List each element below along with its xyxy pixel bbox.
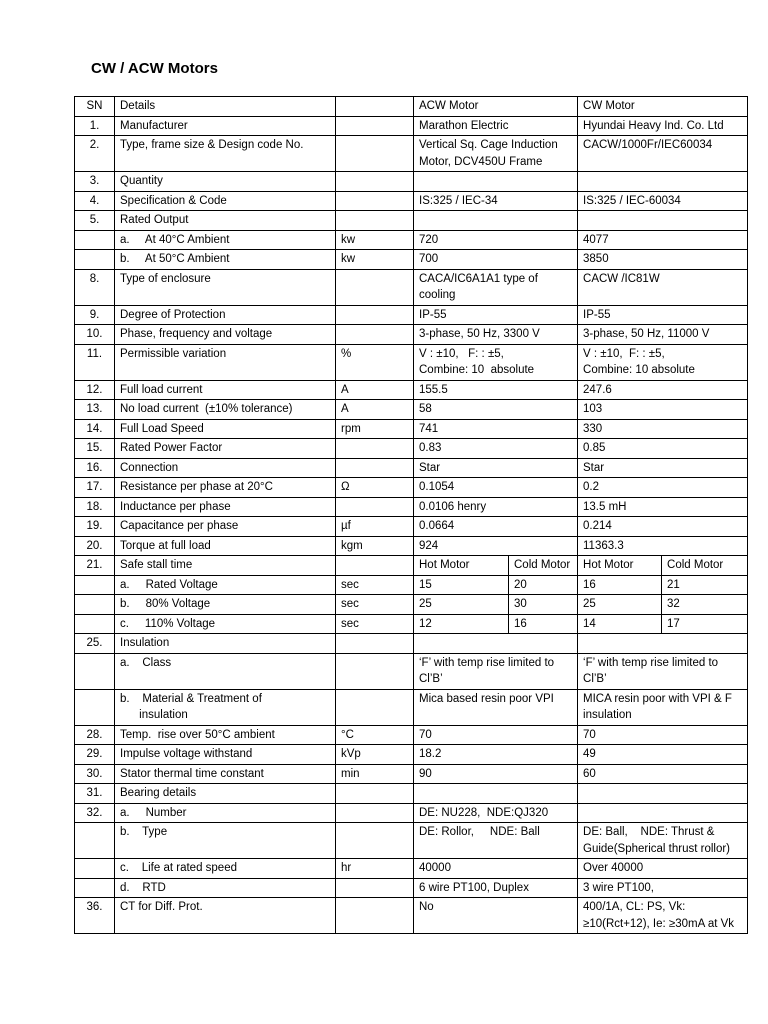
acw-value: 700	[414, 250, 578, 270]
row-detail: Capacitance per phase	[115, 517, 336, 537]
acw-value: 90	[414, 764, 578, 784]
row-sn: 20.	[75, 536, 115, 556]
row-detail: Insulation	[115, 634, 336, 654]
acw-value: 40000	[414, 859, 578, 879]
row-detail: c. 110% Voltage	[115, 614, 336, 634]
row-unit	[336, 172, 414, 192]
acw-hot-value: 25	[414, 595, 509, 615]
row-unit	[336, 784, 414, 804]
cw-value: ‘F’ with temp rise limited to Cl’B’	[578, 653, 748, 689]
row-detail: No load current (±10% tolerance)	[115, 400, 336, 420]
cw-cold-value: 21	[662, 575, 748, 595]
row-detail: a. At 40°C Ambient	[115, 230, 336, 250]
row-detail: b. Type	[115, 823, 336, 859]
cw-value: 330	[578, 419, 748, 439]
table-row	[75, 614, 748, 634]
cw-value: 0.2	[578, 478, 748, 498]
acw-hot-value: 15	[414, 575, 509, 595]
row-sn: 14.	[75, 419, 115, 439]
row-sn	[75, 250, 115, 270]
row-unit: %	[336, 344, 414, 380]
cw-value: 400/1A, CL: PS, Vk: ≥10(Rct+12), Ie: ≥30mA at Vk	[578, 898, 748, 934]
cw-value: IP-55	[578, 305, 748, 325]
cw-hot-motor-head: Hot Motor	[578, 556, 662, 576]
acw-value: 924	[414, 536, 578, 556]
row-unit	[336, 136, 414, 172]
row-unit	[336, 689, 414, 725]
acw-value: 18.2	[414, 745, 578, 765]
cw-value: 0.85	[578, 439, 748, 459]
row-detail: Impulse voltage withstand	[115, 745, 336, 765]
table-row	[75, 634, 748, 654]
table-row	[75, 458, 748, 478]
row-detail: Specification & Code	[115, 191, 336, 211]
cw-value: MICA resin poor with VPI & F insulation	[578, 689, 748, 725]
header-details: Details	[115, 97, 336, 117]
table-row	[75, 689, 748, 725]
row-sn	[75, 859, 115, 879]
row-detail: d. RTD	[115, 878, 336, 898]
acw-hot-motor-head: Hot Motor	[414, 556, 509, 576]
row-sn: 30.	[75, 764, 115, 784]
row-detail: Type of enclosure	[115, 269, 336, 305]
acw-value: 0.0664	[414, 517, 578, 537]
cw-value: Hyundai Heavy Ind. Co. Ltd	[578, 116, 748, 136]
row-unit: kw	[336, 230, 414, 250]
cw-value: Star	[578, 458, 748, 478]
table-row	[75, 575, 748, 595]
row-unit: hr	[336, 859, 414, 879]
acw-value: 58	[414, 400, 578, 420]
row-unit	[336, 634, 414, 654]
row-detail: a. Class	[115, 653, 336, 689]
row-unit: kw	[336, 250, 414, 270]
row-sn	[75, 653, 115, 689]
cw-value: CACW/1000Fr/IEC60034	[578, 136, 748, 172]
acw-value: 6 wire PT100, Duplex	[414, 878, 578, 898]
acw-value: V : ±10, F: : ±5, Combine: 10 absolute	[414, 344, 578, 380]
acw-value: 0.83	[414, 439, 578, 459]
header-unit	[336, 97, 414, 117]
row-unit	[336, 878, 414, 898]
row-unit: sec	[336, 575, 414, 595]
row-sn	[75, 575, 115, 595]
row-detail: Permissible variation	[115, 344, 336, 380]
row-detail: a. Number	[115, 803, 336, 823]
row-detail: Rated Power Factor	[115, 439, 336, 459]
row-unit	[336, 556, 414, 576]
row-sn	[75, 230, 115, 250]
row-unit: rpm	[336, 419, 414, 439]
cw-value	[578, 803, 748, 823]
row-sn: 2.	[75, 136, 115, 172]
row-unit	[336, 497, 414, 517]
row-sn	[75, 689, 115, 725]
row-detail: a. Rated Voltage	[115, 575, 336, 595]
row-detail: Stator thermal time constant	[115, 764, 336, 784]
cw-hot-value: 25	[578, 595, 662, 615]
row-unit	[336, 803, 414, 823]
row-detail: b. 80% Voltage	[115, 595, 336, 615]
cw-value: 3-phase, 50 Hz, 11000 V	[578, 325, 748, 345]
row-sn: 4.	[75, 191, 115, 211]
row-unit	[336, 898, 414, 934]
row-sn: 25.	[75, 634, 115, 654]
row-detail: Manufacturer	[115, 116, 336, 136]
cw-value: 3850	[578, 250, 748, 270]
acw-value	[414, 634, 578, 654]
cw-cold-value: 32	[662, 595, 748, 615]
cw-value: 11363.3	[578, 536, 748, 556]
acw-value: No	[414, 898, 578, 934]
table-row	[75, 439, 748, 459]
table-row	[75, 497, 748, 517]
cw-value: 103	[578, 400, 748, 420]
acw-value	[414, 784, 578, 804]
table-row	[75, 380, 748, 400]
row-detail: Safe stall time	[115, 556, 336, 576]
row-sn: 11.	[75, 344, 115, 380]
acw-value: Mica based resin poor VPI	[414, 689, 578, 725]
row-detail: b. Material & Treatment of insulation	[115, 689, 336, 725]
cw-value: 70	[578, 725, 748, 745]
header-acw-motor: ACW Motor	[414, 97, 578, 117]
acw-cold-value: 20	[509, 575, 578, 595]
table-row	[75, 344, 748, 380]
table-row	[75, 784, 748, 804]
cw-value: CACW /IC81W	[578, 269, 748, 305]
table-header-row	[75, 97, 748, 117]
cw-value: DE: Ball, NDE: Thrust & Guide(Spherical thrust rollor)	[578, 823, 748, 859]
header-cw-motor: CW Motor	[578, 97, 748, 117]
cw-value: 247.6	[578, 380, 748, 400]
row-sn	[75, 823, 115, 859]
acw-value: Marathon Electric	[414, 116, 578, 136]
table-row	[75, 859, 748, 879]
row-sn: 16.	[75, 458, 115, 478]
table-row	[75, 419, 748, 439]
row-unit: kVp	[336, 745, 414, 765]
cw-value	[578, 784, 748, 804]
header-sn: SN	[75, 97, 115, 117]
row-unit: min	[336, 764, 414, 784]
table-row	[75, 305, 748, 325]
row-unit	[336, 211, 414, 231]
row-detail: Temp. rise over 50°C ambient	[115, 725, 336, 745]
acw-value	[414, 172, 578, 192]
row-sn: 9.	[75, 305, 115, 325]
row-sn: 31.	[75, 784, 115, 804]
row-sn: 1.	[75, 116, 115, 136]
acw-cold-motor-head: Cold Motor	[509, 556, 578, 576]
cw-value: 0.214	[578, 517, 748, 537]
row-unit: A	[336, 400, 414, 420]
row-detail: Rated Output	[115, 211, 336, 231]
row-detail: Full Load Speed	[115, 419, 336, 439]
acw-value: Vertical Sq. Cage Induction Motor, DCV450U Frame	[414, 136, 578, 172]
table-row	[75, 250, 748, 270]
row-sn: 5.	[75, 211, 115, 231]
acw-cold-value: 30	[509, 595, 578, 615]
cw-hot-value: 14	[578, 614, 662, 634]
cw-value: 49	[578, 745, 748, 765]
row-detail: Connection	[115, 458, 336, 478]
acw-value: DE: NU228, NDE:QJ320	[414, 803, 578, 823]
row-unit	[336, 439, 414, 459]
table-row	[75, 764, 748, 784]
table-row	[75, 517, 748, 537]
row-unit	[336, 325, 414, 345]
acw-hot-value: 12	[414, 614, 509, 634]
row-detail: Resistance per phase at 20°C	[115, 478, 336, 498]
row-sn: 13.	[75, 400, 115, 420]
row-unit	[336, 116, 414, 136]
row-detail: Full load current	[115, 380, 336, 400]
row-detail: Torque at full load	[115, 536, 336, 556]
cw-value: 4077	[578, 230, 748, 250]
row-unit: kgm	[336, 536, 414, 556]
table-row	[75, 172, 748, 192]
row-sn: 8.	[75, 269, 115, 305]
cw-value: Over 40000	[578, 859, 748, 879]
cw-value	[578, 634, 748, 654]
acw-value: 3-phase, 50 Hz, 3300 V	[414, 325, 578, 345]
row-sn: 29.	[75, 745, 115, 765]
row-sn: 3.	[75, 172, 115, 192]
table-row	[75, 725, 748, 745]
row-unit: sec	[336, 595, 414, 615]
table-row	[75, 653, 748, 689]
acw-value	[414, 211, 578, 231]
row-sn: 28.	[75, 725, 115, 745]
row-detail: c. Life at rated speed	[115, 859, 336, 879]
table-row	[75, 230, 748, 250]
table-row	[75, 400, 748, 420]
table-row	[75, 478, 748, 498]
table-row	[75, 878, 748, 898]
table-row	[75, 745, 748, 765]
page-title: CW / ACW Motors	[91, 60, 218, 77]
cw-cold-value: 17	[662, 614, 748, 634]
row-detail: Degree of Protection	[115, 305, 336, 325]
table-row	[75, 823, 748, 859]
row-sn: 17.	[75, 478, 115, 498]
table-row	[75, 136, 748, 172]
row-unit	[336, 269, 414, 305]
table-row	[75, 803, 748, 823]
table-row	[75, 325, 748, 345]
acw-value: Star	[414, 458, 578, 478]
acw-value: IP-55	[414, 305, 578, 325]
acw-value: 720	[414, 230, 578, 250]
row-sn: 36.	[75, 898, 115, 934]
acw-cold-value: 16	[509, 614, 578, 634]
row-sn: 32.	[75, 803, 115, 823]
acw-value: 70	[414, 725, 578, 745]
cw-value: 60	[578, 764, 748, 784]
cw-value: V : ±10, F: : ±5, Combine: 10 absolute	[578, 344, 748, 380]
row-sn: 15.	[75, 439, 115, 459]
row-detail: Inductance per phase	[115, 497, 336, 517]
table-row	[75, 536, 748, 556]
cw-value: 3 wire PT100,	[578, 878, 748, 898]
row-sn	[75, 614, 115, 634]
cw-value	[578, 211, 748, 231]
motor-spec-table	[74, 96, 748, 934]
row-detail: Quantity	[115, 172, 336, 192]
row-unit: sec	[336, 614, 414, 634]
cw-value	[578, 172, 748, 192]
row-unit	[336, 823, 414, 859]
cw-cold-motor-head: Cold Motor	[662, 556, 748, 576]
row-sn: 19.	[75, 517, 115, 537]
table-row	[75, 211, 748, 231]
row-unit: °C	[336, 725, 414, 745]
cw-value: IS:325 / IEC-60034	[578, 191, 748, 211]
row-sn: 10.	[75, 325, 115, 345]
row-detail: Bearing details	[115, 784, 336, 804]
row-unit: Ω	[336, 478, 414, 498]
row-sn: 21.	[75, 556, 115, 576]
row-unit: A	[336, 380, 414, 400]
acw-value: 0.1054	[414, 478, 578, 498]
row-detail: CT for Diff. Prot.	[115, 898, 336, 934]
row-unit	[336, 305, 414, 325]
row-sn: 12.	[75, 380, 115, 400]
row-sn	[75, 595, 115, 615]
table-row	[75, 269, 748, 305]
acw-value: 0.0106 henry	[414, 497, 578, 517]
row-sn	[75, 878, 115, 898]
acw-value: IS:325 / IEC-34	[414, 191, 578, 211]
acw-value: 741	[414, 419, 578, 439]
row-unit: µf	[336, 517, 414, 537]
acw-value: DE: Rollor, NDE: Ball	[414, 823, 578, 859]
row-detail: Phase, frequency and voltage	[115, 325, 336, 345]
row-unit	[336, 191, 414, 211]
row-detail: b. At 50°C Ambient	[115, 250, 336, 270]
cw-value: 13.5 mH	[578, 497, 748, 517]
row-unit	[336, 653, 414, 689]
table-row	[75, 556, 748, 576]
acw-value: CACA/IC6A1A1 type of cooling	[414, 269, 578, 305]
table-row	[75, 595, 748, 615]
acw-value: 155.5	[414, 380, 578, 400]
row-detail: Type, frame size & Design code No.	[115, 136, 336, 172]
acw-value: ‘F’ with temp rise limited to Cl’B’	[414, 653, 578, 689]
table-row	[75, 116, 748, 136]
row-unit	[336, 458, 414, 478]
row-sn: 18.	[75, 497, 115, 517]
table-row	[75, 191, 748, 211]
table-row	[75, 898, 748, 934]
cw-hot-value: 16	[578, 575, 662, 595]
